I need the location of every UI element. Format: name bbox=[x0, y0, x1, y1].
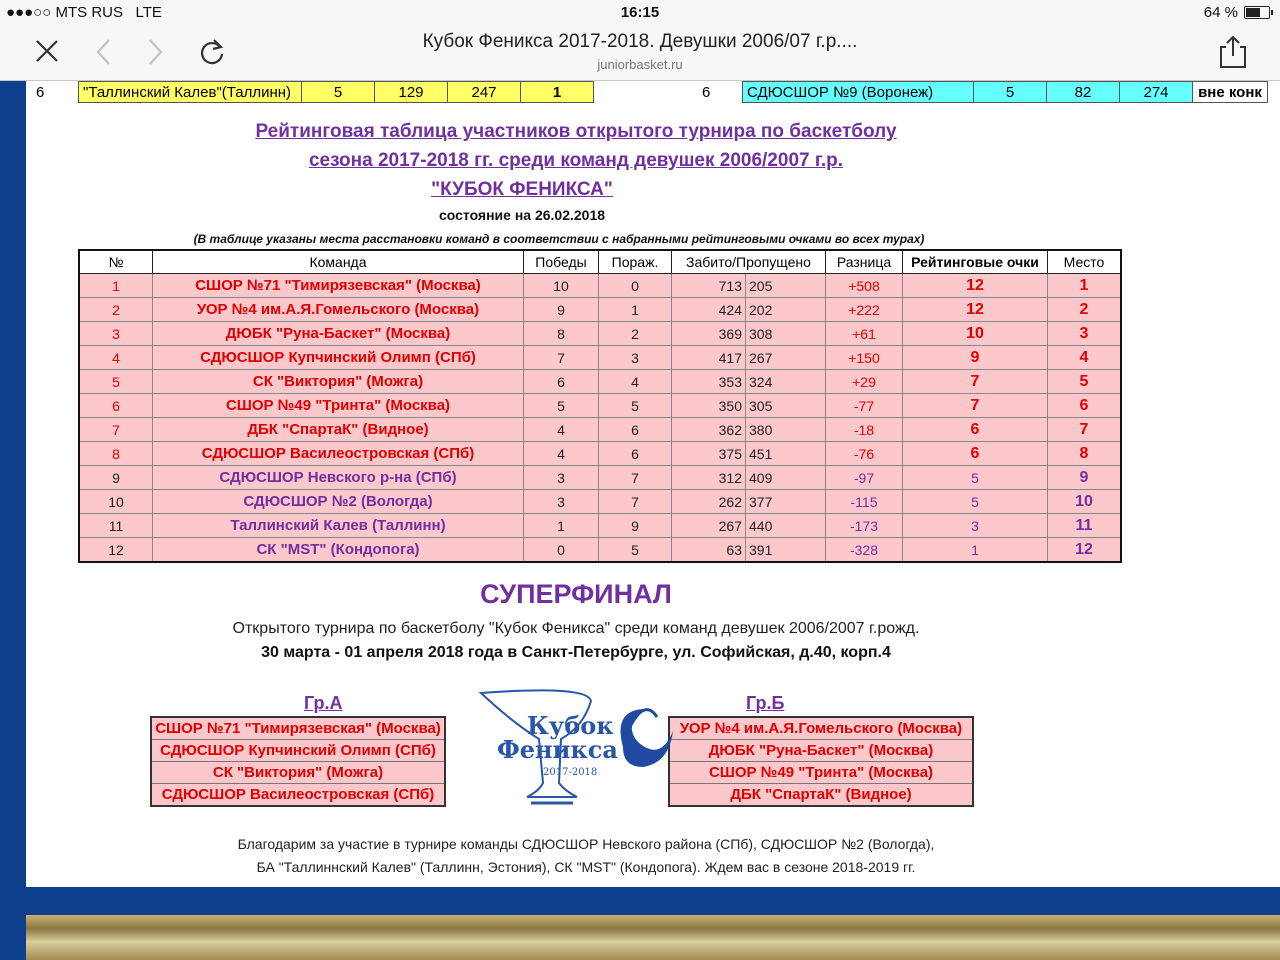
top-right-row bbox=[742, 81, 1268, 103]
rating-points-cell: 3 bbox=[903, 514, 1048, 538]
losses-cell: 6 bbox=[599, 442, 672, 466]
row-number-cell: 6 bbox=[79, 394, 153, 418]
cell: "Таллинский Калев"(Таллинн) bbox=[79, 82, 302, 103]
conceded-cell: 308 bbox=[746, 322, 826, 346]
place-cell: 2 bbox=[1048, 298, 1122, 322]
network-label: LTE bbox=[135, 4, 162, 21]
losses-cell: 7 bbox=[599, 490, 672, 514]
scored-cell: 262 bbox=[672, 490, 746, 514]
thanks-line-2: БА "Таллиннский Калев" (Таллинн, Эстония), СК "MST" (Кондопога). Ждем вас в сезоне 2018-2019 гг. bbox=[256, 859, 916, 875]
wins-cell: 4 bbox=[524, 442, 599, 466]
cell: 82 bbox=[1047, 82, 1120, 103]
group-a-title: Гр.А bbox=[304, 693, 343, 713]
diff-cell: -76 bbox=[826, 442, 903, 466]
scored-cell: 353 bbox=[672, 370, 746, 394]
team-name-cell: СДЮСШОР Невского р-на (СПб) bbox=[153, 466, 524, 490]
page-content[interactable] bbox=[0, 81, 1280, 960]
losses-cell: 6 bbox=[599, 418, 672, 442]
column-header: Победы bbox=[524, 250, 599, 274]
row-number-cell: 11 bbox=[79, 514, 153, 538]
table-row bbox=[79, 514, 1121, 538]
table-row bbox=[79, 346, 1121, 370]
scored-cell: 63 bbox=[672, 538, 746, 563]
wins-cell: 5 bbox=[524, 394, 599, 418]
wins-cell: 9 bbox=[524, 298, 599, 322]
logo-line-1: Кубок bbox=[527, 711, 614, 740]
rating-points-cell: 10 bbox=[903, 322, 1048, 346]
logo-year: 2017-2018 bbox=[543, 767, 598, 778]
group-a-team: СШОР №71 "Тимирязевская" (Москва) bbox=[151, 717, 445, 740]
scored-cell: 362 bbox=[672, 418, 746, 442]
team-name-cell: СК "Виктория" (Можга) bbox=[153, 370, 524, 394]
table-row bbox=[79, 538, 1121, 563]
place-cell: 5 bbox=[1048, 370, 1122, 394]
rating-points-cell: 7 bbox=[903, 394, 1048, 418]
place-cell: 1 bbox=[1048, 274, 1122, 298]
conceded-cell: 267 bbox=[746, 346, 826, 370]
group-b-team: ДБК "СпартаК" (Видное) bbox=[669, 784, 973, 807]
battery-area bbox=[1204, 4, 1270, 21]
diff-cell: -97 bbox=[826, 466, 903, 490]
losses-cell: 3 bbox=[599, 346, 672, 370]
column-header: Пораж. bbox=[599, 250, 672, 274]
table-row bbox=[79, 394, 1121, 418]
diff-cell: +61 bbox=[826, 322, 903, 346]
table-row bbox=[79, 466, 1121, 490]
wins-cell: 3 bbox=[524, 490, 599, 514]
scored-cell: 312 bbox=[672, 466, 746, 490]
diff-cell: -173 bbox=[826, 514, 903, 538]
team-name-cell: Таллинский Калев (Таллинн) bbox=[153, 514, 524, 538]
signal-icon: ●●●○○ bbox=[6, 4, 52, 21]
cell: 247 bbox=[448, 82, 521, 103]
place-cell: 6 bbox=[1048, 394, 1122, 418]
table-header-row bbox=[79, 250, 1121, 274]
place-cell: 12 bbox=[1048, 538, 1122, 563]
losses-cell: 2 bbox=[599, 322, 672, 346]
logo-line-2: Феникса bbox=[497, 735, 618, 764]
losses-cell: 9 bbox=[599, 514, 672, 538]
battery-percent: 64 % bbox=[1203, 4, 1238, 21]
place-cell: 7 bbox=[1048, 418, 1122, 442]
column-header: Место bbox=[1048, 250, 1122, 274]
group-a-table bbox=[150, 716, 446, 807]
team-name-cell: ДБК "СпартаК" (Видное) bbox=[153, 418, 524, 442]
rating-points-cell: 6 bbox=[903, 418, 1048, 442]
battery-icon bbox=[1244, 6, 1270, 19]
cell: 1 bbox=[521, 82, 594, 103]
page-domain[interactable]: juniorbasket.ru bbox=[597, 57, 683, 72]
team-name-cell: СДЮСШОР Купчинский Олимп (СПб) bbox=[153, 346, 524, 370]
row-number-cell: 7 bbox=[79, 418, 153, 442]
team-name-cell: УОР №4 им.А.Я.Гомельского (Москва) bbox=[153, 298, 524, 322]
scored-cell: 417 bbox=[672, 346, 746, 370]
column-header: Команда bbox=[153, 250, 524, 274]
losses-cell: 5 bbox=[599, 394, 672, 418]
wins-cell: 3 bbox=[524, 466, 599, 490]
scored-cell: 369 bbox=[672, 322, 746, 346]
carrier-label: MTS RUS bbox=[55, 4, 123, 21]
table-row bbox=[79, 298, 1121, 322]
team-name-cell: ДЮБК "Руна-Баскет" (Москва) bbox=[153, 322, 524, 346]
top-left-row-num: 6 bbox=[36, 84, 45, 101]
wins-cell: 10 bbox=[524, 274, 599, 298]
row-number-cell: 1 bbox=[79, 274, 153, 298]
diff-cell: -115 bbox=[826, 490, 903, 514]
superfinal-title: СУПЕРФИНАЛ bbox=[480, 579, 672, 609]
diff-cell: +222 bbox=[826, 298, 903, 322]
top-left-row bbox=[78, 81, 594, 103]
team-name-cell: СШОР №49 "Тринта" (Москва) bbox=[153, 394, 524, 418]
diff-cell: -18 bbox=[826, 418, 903, 442]
group-b-table bbox=[668, 716, 974, 807]
cell: 5 bbox=[974, 82, 1047, 103]
diff-cell: +508 bbox=[826, 274, 903, 298]
scored-cell: 713 bbox=[672, 274, 746, 298]
wins-cell: 6 bbox=[524, 370, 599, 394]
diff-cell: -77 bbox=[826, 394, 903, 418]
group-b-title: Гр.Б bbox=[746, 693, 785, 713]
losses-cell: 4 bbox=[599, 370, 672, 394]
conceded-cell: 377 bbox=[746, 490, 826, 514]
group-a-team: СДЮСШОР Василеостровская (СПб) bbox=[151, 784, 445, 807]
row-number-cell: 9 bbox=[79, 466, 153, 490]
background-photo bbox=[26, 915, 1280, 960]
losses-cell: 0 bbox=[599, 274, 672, 298]
place-cell: 4 bbox=[1048, 346, 1122, 370]
scored-cell: 267 bbox=[672, 514, 746, 538]
wins-cell: 1 bbox=[524, 514, 599, 538]
cell: СДЮСШОР №9 (Воронеж) bbox=[743, 82, 974, 103]
rating-points-cell: 12 bbox=[903, 298, 1048, 322]
column-header: Рейтинговые очки bbox=[903, 250, 1048, 274]
rating-points-cell: 9 bbox=[903, 346, 1048, 370]
conceded-cell: 451 bbox=[746, 442, 826, 466]
scored-cell: 424 bbox=[672, 298, 746, 322]
row-number-cell: 3 bbox=[79, 322, 153, 346]
place-cell: 10 bbox=[1048, 490, 1122, 514]
wins-cell: 8 bbox=[524, 322, 599, 346]
rating-points-cell: 1 bbox=[903, 538, 1048, 563]
heading-line-2: сезона 2017-2018 гг. среди команд девушек 2006/2007 г.р. bbox=[308, 150, 844, 171]
losses-cell: 7 bbox=[599, 466, 672, 490]
heading-line-3: "КУБОК ФЕНИКСА" bbox=[431, 179, 613, 200]
status-bar bbox=[0, 0, 1280, 26]
team-name-cell: СДЮСШОР №2 (Вологда) bbox=[153, 490, 524, 514]
column-header: Забито/Пропущено bbox=[672, 250, 826, 274]
team-name-cell: СШОР №71 "Тимирязевская" (Москва) bbox=[153, 274, 524, 298]
column-header: Разница bbox=[826, 250, 903, 274]
wins-cell: 7 bbox=[524, 346, 599, 370]
losses-cell: 1 bbox=[599, 298, 672, 322]
browser-toolbar bbox=[0, 26, 1280, 81]
superfinal-date-venue: 30 марта - 01 апреля 2018 года в Санкт-Петербурге, ул. Софийская, д.40, корп.4 bbox=[261, 644, 891, 661]
rating-points-cell: 5 bbox=[903, 466, 1048, 490]
group-a-team: СК "Виктория" (Можга) bbox=[151, 762, 445, 784]
group-a-team: СДЮСШОР Купчинский Олимп (СПб) bbox=[151, 740, 445, 762]
place-cell: 3 bbox=[1048, 322, 1122, 346]
rating-points-cell: 7 bbox=[903, 370, 1048, 394]
rating-table bbox=[78, 249, 1122, 563]
tournament-logo bbox=[473, 687, 703, 811]
diff-cell: +150 bbox=[826, 346, 903, 370]
status-date: состояние на 26.02.2018 bbox=[438, 207, 606, 223]
place-cell: 9 bbox=[1048, 466, 1122, 490]
team-name-cell: СДЮСШОР Василеостровская (СПб) bbox=[153, 442, 524, 466]
scored-cell: 350 bbox=[672, 394, 746, 418]
conceded-cell: 409 bbox=[746, 466, 826, 490]
row-number-cell: 4 bbox=[79, 346, 153, 370]
table-row bbox=[79, 370, 1121, 394]
cell: 274 bbox=[1120, 82, 1193, 103]
heading-line-1: Рейтинговая таблица участников открытого турнира по баскетболу bbox=[255, 121, 897, 142]
table-row bbox=[79, 322, 1121, 346]
diff-cell: -328 bbox=[826, 538, 903, 563]
page-title: Кубок Феникса 2017-2018. Девушки 2006/07 г.р.... bbox=[422, 31, 858, 52]
losses-cell: 5 bbox=[599, 538, 672, 563]
table-row bbox=[79, 490, 1121, 514]
share-icon[interactable] bbox=[1218, 34, 1248, 70]
superfinal-subtitle: Открытого турнира по баскетболу "Кубок Феникса" среди команд девушек 2006/2007 г.рожд. bbox=[232, 620, 920, 637]
clock: 16:15 bbox=[620, 4, 660, 21]
table-note: (В таблице указаны места расстановки команд в соответствии с набранными рейтинговыми очками во всех турах) bbox=[193, 232, 925, 246]
top-right-row-num: 6 bbox=[702, 84, 711, 101]
thanks-line-1: Благодарим за участие в турнире команды СДЮСШОР Невского района (СПб), СДЮСШОР №2 (Вологда), bbox=[237, 836, 935, 852]
team-name-cell: СК "MST" (Кондопога) bbox=[153, 538, 524, 563]
row-number-cell: 2 bbox=[79, 298, 153, 322]
group-b-team: ДЮБК "Руна-Баскет" (Москва) bbox=[669, 740, 973, 762]
cell: вне конк bbox=[1193, 82, 1268, 103]
row-number-cell: 10 bbox=[79, 490, 153, 514]
conceded-cell: 324 bbox=[746, 370, 826, 394]
column-header: № bbox=[79, 250, 153, 274]
rating-points-cell: 6 bbox=[903, 442, 1048, 466]
rating-points-cell: 5 bbox=[903, 490, 1048, 514]
table-row bbox=[79, 442, 1121, 466]
cell: 129 bbox=[375, 82, 448, 103]
row-number-cell: 12 bbox=[79, 538, 153, 563]
table-row bbox=[79, 274, 1121, 298]
row-number-cell: 5 bbox=[79, 370, 153, 394]
diff-cell: +29 bbox=[826, 370, 903, 394]
table-row bbox=[79, 418, 1121, 442]
conceded-cell: 305 bbox=[746, 394, 826, 418]
place-cell: 8 bbox=[1048, 442, 1122, 466]
place-cell: 11 bbox=[1048, 514, 1122, 538]
scored-cell: 375 bbox=[672, 442, 746, 466]
conceded-cell: 380 bbox=[746, 418, 826, 442]
conceded-cell: 440 bbox=[746, 514, 826, 538]
conceded-cell: 205 bbox=[746, 274, 826, 298]
wins-cell: 0 bbox=[524, 538, 599, 563]
conceded-cell: 391 bbox=[746, 538, 826, 563]
document-sheet bbox=[26, 81, 1280, 887]
group-b-team: УОР №4 им.А.Я.Гомельского (Москва) bbox=[669, 717, 973, 740]
cell: 5 bbox=[302, 82, 375, 103]
group-b-team: СШОР №49 "Тринта" (Москва) bbox=[669, 762, 973, 784]
conceded-cell: 202 bbox=[746, 298, 826, 322]
rating-points-cell: 12 bbox=[903, 274, 1048, 298]
wins-cell: 4 bbox=[524, 418, 599, 442]
row-number-cell: 8 bbox=[79, 442, 153, 466]
